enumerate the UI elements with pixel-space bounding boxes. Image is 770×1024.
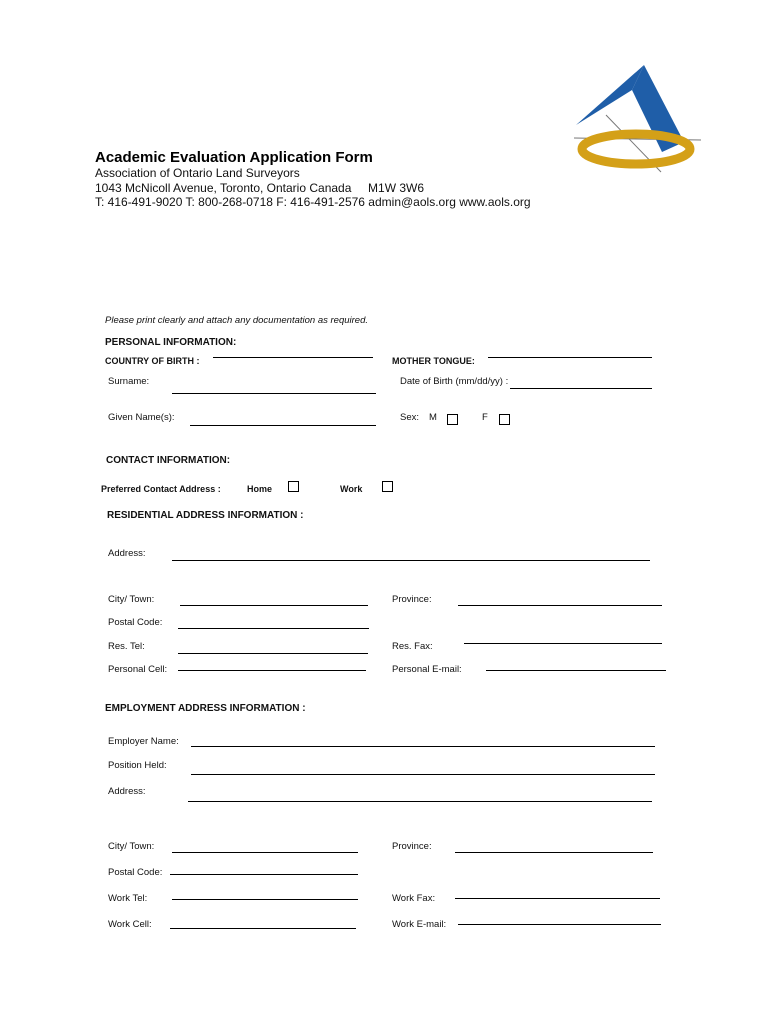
country-of-birth-field[interactable] bbox=[213, 357, 373, 358]
res-province-label: Province: bbox=[392, 594, 432, 605]
residential-heading: RESIDENTIAL ADDRESS INFORMATION : bbox=[107, 510, 304, 521]
surname-label: Surname: bbox=[108, 376, 150, 387]
country-of-birth-label: COUNTRY OF BIRTH : bbox=[105, 356, 200, 366]
res-postal-field[interactable] bbox=[178, 628, 369, 629]
res-cell-label: Personal Cell: bbox=[108, 664, 168, 675]
work-email-field[interactable] bbox=[458, 924, 661, 925]
res-address-field[interactable] bbox=[172, 560, 650, 561]
res-postal-label: Postal Code: bbox=[108, 617, 163, 628]
emp-address-field[interactable] bbox=[188, 801, 652, 802]
date-of-birth-label: Date of Birth (mm/dd/yy) : bbox=[400, 376, 509, 387]
organization-name: Association of Ontario Land Surveyors bbox=[95, 166, 300, 180]
res-city-label: City/ Town: bbox=[108, 594, 155, 605]
res-fax-label: Res. Fax: bbox=[392, 641, 433, 652]
given-names-field[interactable] bbox=[190, 425, 376, 426]
res-cell-field[interactable] bbox=[178, 670, 366, 671]
res-province-field[interactable] bbox=[458, 605, 662, 606]
work-tel-label: Work Tel: bbox=[108, 893, 148, 904]
emp-city-label: City/ Town: bbox=[108, 841, 155, 852]
preferred-contact-label: Preferred Contact Address : bbox=[101, 484, 221, 494]
mother-tongue-label: MOTHER TONGUE: bbox=[392, 356, 475, 366]
emp-city-field[interactable] bbox=[172, 852, 358, 853]
emp-province-label: Province: bbox=[392, 841, 432, 852]
work-label: Work bbox=[340, 484, 363, 494]
employer-name-label: Employer Name: bbox=[108, 736, 179, 747]
sex-label: Sex: bbox=[400, 412, 420, 423]
given-names-label: Given Name(s): bbox=[108, 412, 175, 423]
organization-address: 1043 McNicoll Avenue, Toronto, Ontario Canada M1W 3W6 bbox=[95, 181, 425, 195]
res-fax-field[interactable] bbox=[464, 643, 662, 644]
res-email-field[interactable] bbox=[486, 670, 666, 671]
position-held-label: Position Held: bbox=[108, 760, 167, 771]
sex-m-label: M bbox=[429, 412, 437, 423]
work-email-label: Work E-mail: bbox=[392, 919, 447, 930]
work-cell-label: Work Cell: bbox=[108, 919, 152, 930]
res-tel-label: Res. Tel: bbox=[108, 641, 145, 652]
position-held-field[interactable] bbox=[191, 774, 655, 775]
work-checkbox[interactable] bbox=[382, 481, 393, 492]
res-address-label: Address: bbox=[108, 548, 146, 559]
work-fax-field[interactable] bbox=[455, 898, 660, 899]
sex-m-checkbox[interactable] bbox=[447, 414, 458, 425]
home-checkbox[interactable] bbox=[288, 481, 299, 492]
sex-f-label: F bbox=[482, 412, 488, 423]
emp-postal-label: Postal Code: bbox=[108, 867, 163, 878]
employer-name-field[interactable] bbox=[191, 746, 655, 747]
emp-address-label: Address: bbox=[108, 786, 146, 797]
contact-heading: CONTACT INFORMATION: bbox=[106, 455, 231, 466]
emp-postal-field[interactable] bbox=[170, 874, 358, 875]
instructions: Please print clearly and attach any documentation as required. bbox=[105, 315, 368, 326]
home-label: Home bbox=[247, 484, 273, 494]
personal-heading: PERSONAL INFORMATION: bbox=[105, 337, 237, 348]
emp-province-field[interactable] bbox=[455, 852, 653, 853]
aols-logo-icon bbox=[566, 60, 706, 180]
form-title: Academic Evaluation Application Form bbox=[95, 149, 373, 166]
work-cell-field[interactable] bbox=[170, 928, 356, 929]
organization-contact: T: 416-491-9020 T: 800-268-0718 F: 416-491-2576 admin@aols.org www.aols.org bbox=[95, 195, 531, 209]
res-email-label: Personal E-mail: bbox=[392, 664, 462, 675]
mother-tongue-field[interactable] bbox=[488, 357, 652, 358]
res-tel-field[interactable] bbox=[178, 653, 368, 654]
surname-field[interactable] bbox=[172, 393, 376, 394]
work-tel-field[interactable] bbox=[172, 899, 358, 900]
res-city-field[interactable] bbox=[180, 605, 368, 606]
sex-f-checkbox[interactable] bbox=[499, 414, 510, 425]
work-fax-label: Work Fax: bbox=[392, 893, 436, 904]
date-of-birth-field[interactable] bbox=[510, 388, 652, 389]
employment-heading: EMPLOYMENT ADDRESS INFORMATION : bbox=[105, 703, 306, 714]
